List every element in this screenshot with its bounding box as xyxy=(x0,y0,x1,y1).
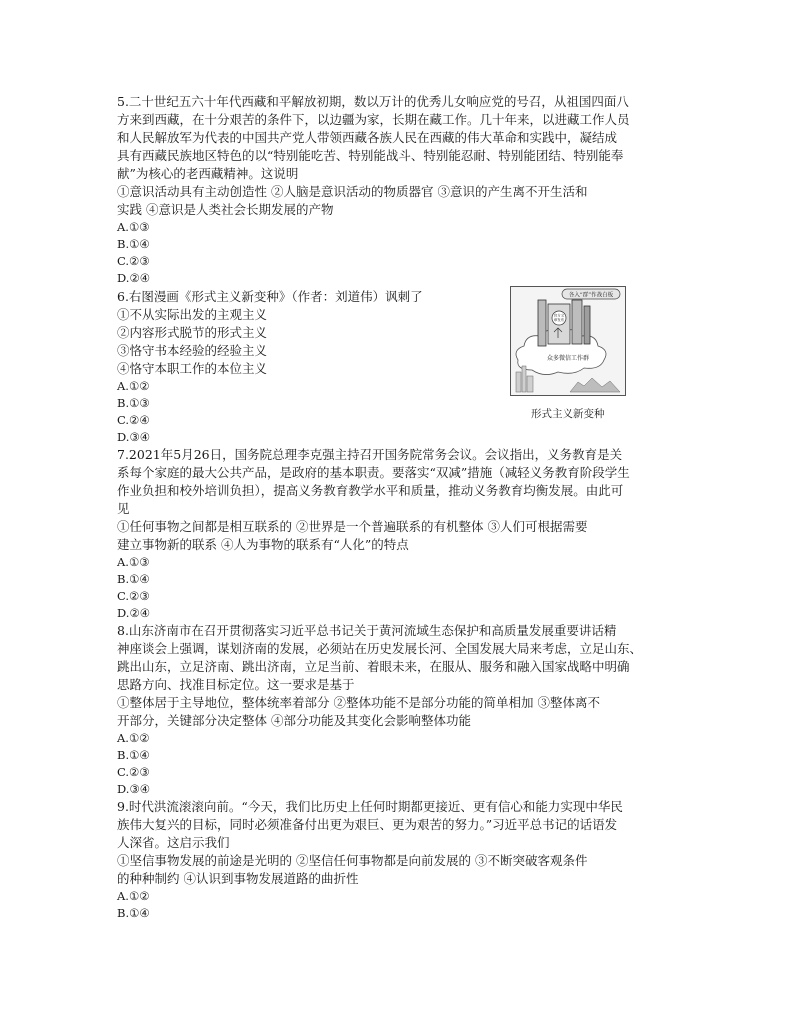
question-7-stem-line: 系每个家庭的最大公共产品，是政府的基本职责。要落实“双减”措施（减轻义务教育阶段学生 xyxy=(117,465,630,480)
question-6-stem-line: 6.右图漫画《形式主义新变种》（作者：刘道伟）讽刺了 xyxy=(117,289,423,304)
question-5-option-b: B.①④ xyxy=(117,237,150,251)
cartoon-caption: 形式主义新变种 xyxy=(531,408,605,420)
question-6-option-c: C.②④ xyxy=(117,413,150,427)
question-9-statement-line: ①坚信事物发展的前途是光明的 ②坚信任何事物都是向前发展的 ③不断突破客观条件 xyxy=(117,853,588,868)
question-5-stem-line: 和人民解放军为代表的中国共产党人带领西藏各族人民在西藏的伟大革命和实践中，凝结成 xyxy=(117,130,618,145)
question-6-option-a: A.①② xyxy=(117,379,150,393)
question-6-option-b: B.①③ xyxy=(117,396,150,410)
question-5-option-d: D.②④ xyxy=(117,271,151,285)
cartoon-image xyxy=(510,286,626,396)
question-5-stem-line: 具有西藏民族地区特色的以“特别能吃苦、特别能战斗、特别能忍耐、特别能团结、特别能奉 xyxy=(117,148,624,163)
question-6-option-d: D.③④ xyxy=(117,430,151,444)
question-9-stem-line: 族伟大复兴的目标，同时必须准备付出更为艰巨、更为艰苦的努力。”习近平总书记的话语发 xyxy=(117,817,618,832)
question-8-stem-line: 8.山东济南市在召开贯彻落实习近平总书记关于黄河流域生态保护和高质量发展重要讲话精 xyxy=(117,623,617,638)
question-6-statement: ①不从实际出发的主观主义 xyxy=(117,307,268,322)
svg-text:章发布: 章发布 xyxy=(553,318,565,322)
question-7-option-d: D.②④ xyxy=(117,606,151,620)
svg-text:众多微信工作群: 众多微信工作群 xyxy=(546,355,590,362)
question-8-option-c: C.②③ xyxy=(117,765,150,779)
question-9-stem-line: 人深省。这启示我们 xyxy=(117,835,230,850)
question-8-stem-line: 神座谈会上强调，谋划济南的发展，必须站在历史发展长河、全国发展大局来考虑，立足山东、 xyxy=(117,641,643,656)
question-7-stem-line: 7.2021年5月26日，国务院总理李克强主持召开国务院常务会议。会议指出，义务教育是关 xyxy=(117,447,623,462)
question-8-option-d: D.③④ xyxy=(117,782,151,796)
question-9-option-a: A.①② xyxy=(117,889,150,903)
question-6-statement: ④恪守本职工作的本位主义 xyxy=(117,361,268,376)
question-7-statement-line: ①任何事物之间都是相互联系的 ②世界是一个普遍联系的有机整体 ③人们可根据需要 xyxy=(117,519,588,534)
question-5-stem-line: 献”为核心的老西藏精神。这说明 xyxy=(117,166,299,181)
svg-text:官方文: 官方文 xyxy=(553,313,565,318)
question-8-statement-line: ①整体居于主导地位，整体统率着部分 ②整体功能不是部分功能的简单相加 ③整体离不 xyxy=(117,695,600,710)
question-9-stem-line: 9.时代洪流滚滚向前。“今天，我们比历史上任何时期都更接近、更有信心和能力实现中华民 xyxy=(117,799,623,814)
question-8-option-b: B.①④ xyxy=(117,748,150,762)
question-7-option-b: B.①④ xyxy=(117,572,150,586)
question-7-statement-line: 建立事物新的联系 ④人为事物的联系有“人化”的特点 xyxy=(117,537,409,552)
question-6-statement: ②内容形式脱节的形式主义 xyxy=(117,325,268,340)
question-8-statement-line: 开部分，关键部分决定整体 ④部分功能及其变化会影响整体功能 xyxy=(117,713,471,728)
question-6-statement: ③恪守书本经验的经验主义 xyxy=(117,343,268,358)
svg-text:各入“群”作战白板: 各入“群”作战白板 xyxy=(568,292,614,299)
question-5-option-a: A.①③ xyxy=(117,220,150,234)
question-5-stem-line: 5.二十世纪五六十年代西藏和平解放初期，数以万计的优秀儿女响应党的号召，从祖国四面八 xyxy=(117,94,629,109)
question-7-option-a: A.①③ xyxy=(117,555,150,569)
question-9-option-b: B.①④ xyxy=(117,906,150,920)
question-9-statement-line: 的种种制约 ④认识到事物发展道路的曲折性 xyxy=(117,871,359,886)
question-5-statement-line: 实践 ④意识是人类社会长期发展的产物 xyxy=(117,202,334,217)
question-5-option-c: C.②③ xyxy=(117,254,150,268)
question-7-stem-line: 作业负担和校外培训负担），提高义务教育教学水平和质量，推动义务教育均衡发展。由此可 xyxy=(117,483,624,498)
question-7-option-c: C.②③ xyxy=(117,589,150,603)
question-7-stem-line: 见 xyxy=(117,501,130,516)
question-5-stem-line: 方来到西藏，在十分艰苦的条件下，以边疆为家，长期在藏工作。几十年来，以进藏工作人员 xyxy=(117,112,630,127)
question-8-stem-line: 跳出山东，立足济南、跳出济南，立足当前、着眼未来，在服从、服务和融入国家战略中明确 xyxy=(117,659,630,674)
question-5-statement-line: ①意识活动具有主动创造性 ②人脑是意识活动的物质器官 ③意识的产生离不开生活和 xyxy=(117,184,588,199)
question-8-option-a: A.①② xyxy=(117,731,150,745)
question-8-stem-line: 思路方向、找准目标定位。这一要求是基于 xyxy=(117,677,355,692)
